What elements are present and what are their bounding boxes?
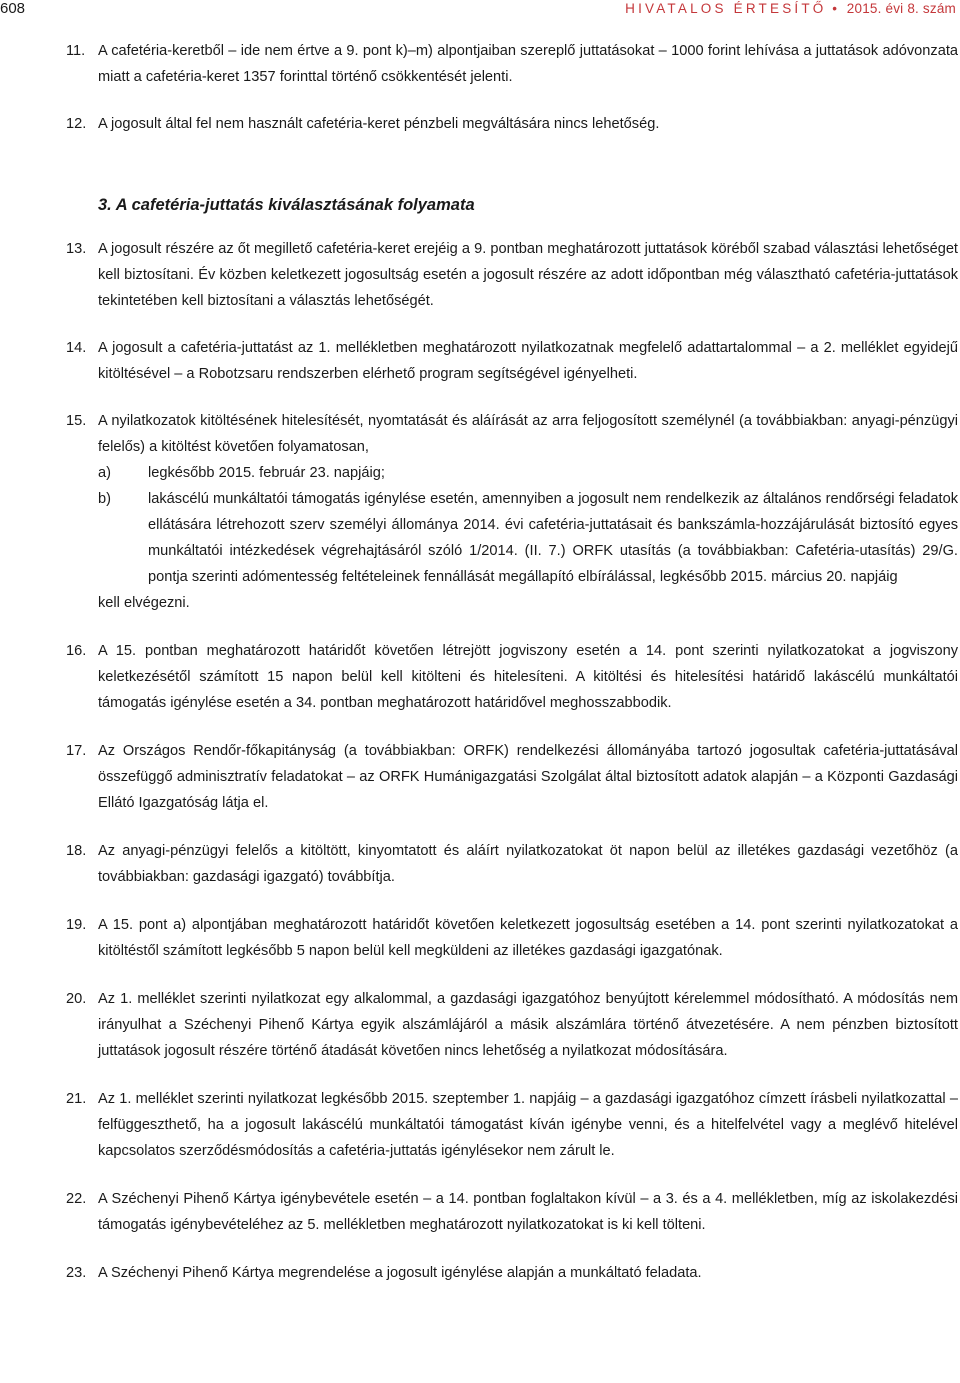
paragraph-19 bbox=[66, 912, 958, 964]
section-heading: 3. A cafetéria-juttatás kiválasztásának folyamata bbox=[98, 196, 475, 214]
paragraph-text: A 15. pontban meghatározott határidőt követően létrejött jogviszony esetén a 14. pont szerinti nyilatkozatokat a jogviszony keletkezésétől számított 15 napon belül kell kitölteni és hitelesíteni. A kitöltési és hitelesítési határidő lakáscélú munkáltatói támogatás igénylése esetén a 34. pontban meghatározott határidővel meghosszabbodik. bbox=[98, 643, 958, 711]
running-header bbox=[625, 0, 956, 18]
page-number: 608 bbox=[0, 0, 26, 17]
paragraph-number: 22. bbox=[66, 1191, 87, 1207]
issue-label: 2015. évi 8. szám bbox=[846, 1, 956, 16]
paragraph-number: 15. bbox=[66, 413, 87, 429]
sub-item-text: legkésőbb 2015. február 23. napjáig; bbox=[148, 465, 385, 481]
sub-item-text: lakáscélú munkáltatói támogatás igénylése esetén, amennyiben a jogosult nem rendelkezik az általános rendőrségi feladatok ellátására létrehozott szerv személyi állománya 2014. évi cafetéria-juttatásait és bankszámla-hozzájárulását biztosító egyes munkáltatói intézkedések végrehajtásáról szóló 1/2014. (II. 7.) ORFK utasítás (a továbbiakban: Cafetéria-utasítás) 29/G. pontja szerinti adómentesség feltételeinek fennállását megállapító elbírálással, legkésőbb 2015. március 20. napjáig bbox=[148, 491, 958, 585]
paragraph-text: Az 1. melléklet szerinti nyilatkozat egy alkalommal, a gazdasági igazgatóhoz benyújtott kérelemmel módosítható. A módosítás nem irányulhat a Széchenyi Pihenő Kártya egyik alszámlájáról a másik alszámlára történő átvezetésére. A nem pénzben biztosított juttatások jogosult részére történő átadását követően nincs lehetőség a nyilatkozat módosítására. bbox=[98, 991, 958, 1059]
paragraph-text: Az 1. melléklet szerinti nyilatkozat legkésőbb 2015. szeptember 1. napjáig – a gazdasági igazgatóhoz címzett írásbeli nyilatkozattal – felfüggeszthető, ha a jogosult lakáscélú munkáltatói támogatást kíván igénybe venni, és a hitelfelvétel vagy a meglévő hitelével kapcsolatos szerződésmódosítás a cafetéria-juttatás igénylésekor nem zárult le. bbox=[98, 1091, 958, 1159]
paragraph-number: 21. bbox=[66, 1091, 87, 1107]
paragraph-number: 23. bbox=[66, 1265, 87, 1281]
header-separator: • bbox=[832, 1, 838, 16]
paragraph-text: A jogosult a cafetéria-juttatást az 1. mellékletben meghatározott nyilatkozatnak megfelelő adattartalommal – a 2. melléklet egyidejű kitöltésével – a Robotzsaru rendszerben elérhető program segítségével igényelheti. bbox=[98, 340, 958, 382]
page-header bbox=[0, 0, 960, 22]
paragraph-text: A Széchenyi Pihenő Kártya megrendelése a jogosult igénylése alapján a munkáltató feladata. bbox=[98, 1265, 702, 1281]
paragraph-11 bbox=[66, 38, 958, 90]
paragraph-number: 13. bbox=[66, 241, 87, 257]
paragraph-21 bbox=[66, 1086, 958, 1164]
paragraph-16 bbox=[66, 638, 958, 716]
paragraph-number: 20. bbox=[66, 991, 87, 1007]
paragraph-text: A 15. pont a) alpontjában meghatározott határidőt követően keletkezett jogosultság esetében a 14. pont szerinti nyilatkozatokat a kitöltéstől számított legkésőbb 5 napon belül kell megküldeni az illetékes gazdasági igazgatónak. bbox=[98, 917, 958, 959]
paragraph-14 bbox=[66, 335, 958, 387]
paragraph-number: 14. bbox=[66, 340, 87, 356]
paragraph-text: A nyilatkozatok kitöltésének hitelesítését, nyomtatását és aláírását az arra feljogosított személynél (a továbbiakban: anyagi-pénzügyi felelős) a kitöltést követően folyamatosan, bbox=[98, 413, 958, 455]
paragraph-13 bbox=[66, 236, 958, 314]
paragraph-number: 18. bbox=[66, 843, 87, 859]
paragraph-text: Az Országos Rendőr-főkapitányság (a továbbiakban: ORFK) rendelkezési állományába tartozó jogosultak cafetéria-juttatásával összefüggő adminisztratív feladatokat – az ORFK Humánigazgatási Szolgálat által biztosított adatok alapján – a Központi Gazdasági Ellátó Igazgatóság látja el. bbox=[98, 743, 958, 811]
paragraph-23 bbox=[66, 1260, 958, 1286]
sub-item-label: b) bbox=[98, 491, 111, 507]
paragraph-text: A jogosult által fel nem használt cafetéria-keret pénzbeli megváltására nincs lehetőség. bbox=[98, 116, 660, 132]
paragraph-number: 11. bbox=[66, 43, 86, 59]
page-content bbox=[66, 38, 958, 1286]
paragraph-18 bbox=[66, 838, 958, 890]
paragraph-12 bbox=[66, 111, 958, 137]
sub-item-b bbox=[98, 486, 958, 590]
sub-item-label: a) bbox=[98, 465, 111, 481]
paragraph-text: A Széchenyi Pihenő Kártya igénybevétele esetén – a 14. pontban foglaltakon kívül – a 3. és a 4. mellékletben, míg az iskolakezdési támogatás igénybevételéhez az 5. mellékletben meghatározott nyilatkozatokat is ki kell tölteni. bbox=[98, 1191, 958, 1233]
paragraph-17 bbox=[66, 738, 958, 816]
publication-title: HIVATALOS ÉRTESÍTŐ bbox=[625, 1, 827, 16]
paragraph-number: 19. bbox=[66, 917, 87, 933]
paragraph-20 bbox=[66, 986, 958, 1064]
paragraph-22 bbox=[66, 1186, 958, 1238]
paragraph-text: A jogosult részére az őt megillető cafetéria-keret erejéig a 9. pontban meghatározott juttatások köréből szabad választási lehetőséget kell biztosítani. Év közben keletkezett jogosultság esetén a jogosult részére az adott időpontban még választható cafetéria-juttatások tekintetében kell biztosítani a választás lehetőségét. bbox=[98, 241, 958, 309]
paragraph-number: 12. bbox=[66, 116, 87, 132]
sub-item-a bbox=[98, 460, 958, 486]
paragraph-closing: kell elvégezni. bbox=[98, 595, 190, 611]
paragraph-text: Az anyagi-pénzügyi felelős a kitöltött, kinyomtatott és aláírt nyilatkozatokat öt napon belül az illetékes gazdasági vezetőhöz (a továbbiakban: gazdasági igazgató) továbbítja. bbox=[98, 843, 958, 885]
paragraph-text: A cafetéria-keretből – ide nem értve a 9. pont k)–m) alpontjaiban szereplő juttatásokat – 1000 forint lehívása a juttatások adóvonzata miatt a cafetéria-keret 1357 forinttal történő csökkentését jelenti. bbox=[98, 43, 958, 85]
paragraph-number: 17. bbox=[66, 743, 87, 759]
paragraph-number: 16. bbox=[66, 643, 87, 659]
paragraph-15 bbox=[66, 408, 958, 616]
